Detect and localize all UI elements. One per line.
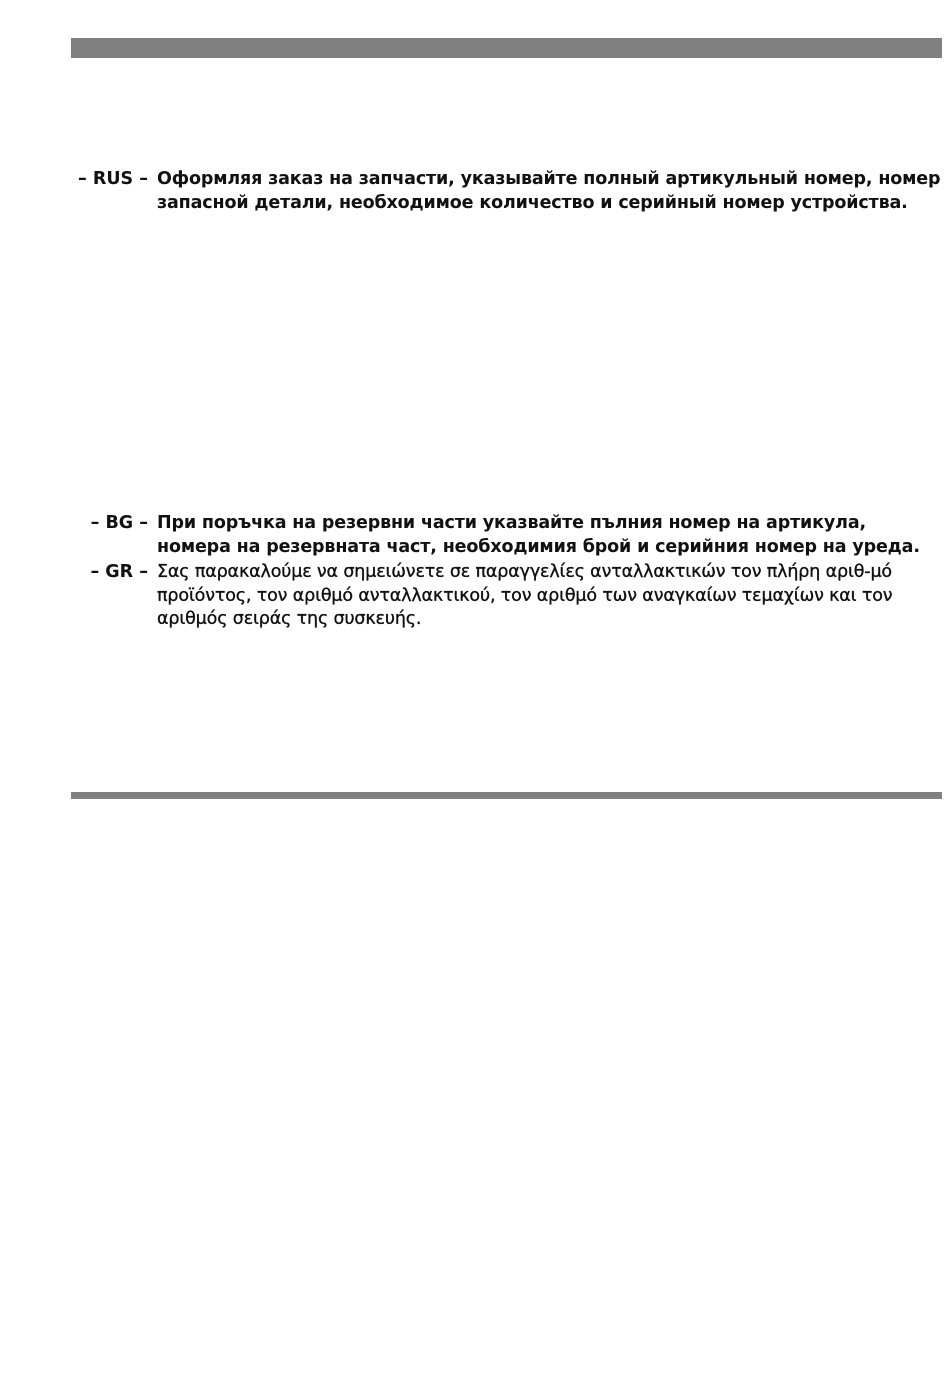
bottom-divider-bar bbox=[71, 792, 942, 799]
language-code-rus: – RUS – bbox=[78, 169, 148, 189]
entry-rus bbox=[60, 168, 944, 215]
entry-bg bbox=[60, 512, 944, 559]
top-divider-bar bbox=[71, 38, 942, 58]
entry-text-bg: При поръчка на резервни части указвайте пълния номер на артикула, номера на резервната част, необходимия брой и серийния номер на уреда. bbox=[157, 513, 920, 557]
language-code-gr: – GR – bbox=[90, 562, 148, 582]
entry-text-rus: Оформляя заказ на запчасти, указывайте полный артикульный номер, номер запасной детали, необходимое количество и серийный номер устройства. bbox=[157, 169, 941, 213]
entry-gr bbox=[60, 561, 944, 632]
language-code-bg: – BG – bbox=[90, 513, 148, 533]
entry-text-gr: Σας παρακαλούμε να σημειώνετε σε παραγγελίες ανταλλακτικών τον πλήρη αριθ-μό προϊόντος, τον αριθμό ανταλλακτικού, τον αριθμό των αναγκαίων τεμαχίων και τον αριθμός σειράς της συσκευής. bbox=[157, 562, 893, 629]
